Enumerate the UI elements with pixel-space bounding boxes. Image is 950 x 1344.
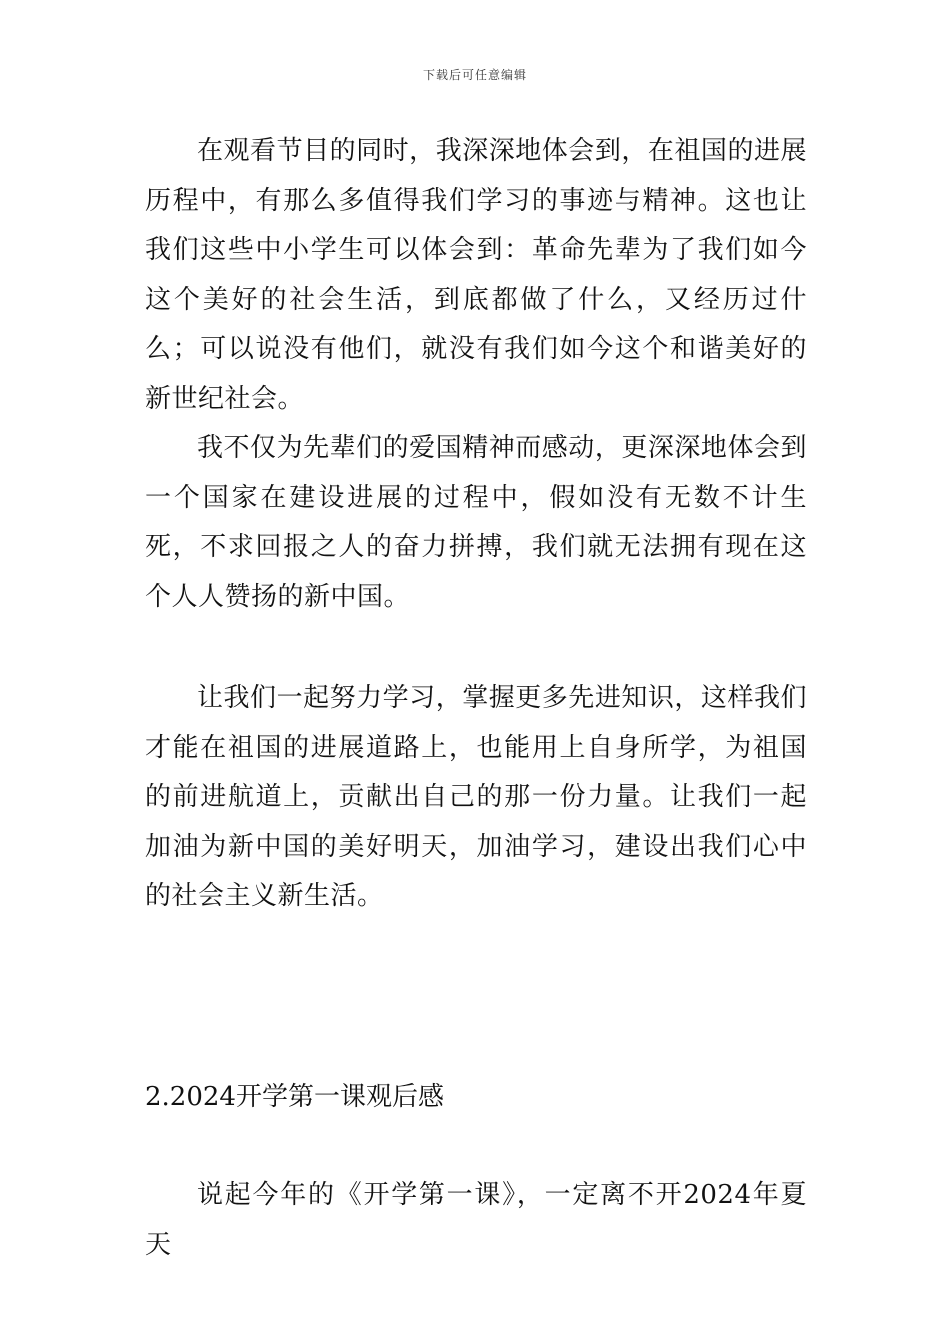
paragraph: 说起今年的《开学第一课》，一定离不开2024年夏天 [145,1180,807,1260]
paragraph-3-block [145,674,807,922]
paragraph: 让我们一起努力学习，掌握更多先进知识，这样我们才能在祖国的进展道路上，也能用上自身所学，为祖国的前进航道上，贡献出自己的那一份力量。让我们一起加油为新中国的美好明天，加油学习，建设出我们心中的社会主义新生活。 [145,683,807,911]
paragraph: 我不仅为先辈们的爱国精神而感动，更深深地体会到一个国家在建设进展的过程中，假如没有无数不计生死，不求回报之人的奋力拼搏，我们就无法拥有现在这个人人赞扬的新中国。 [145,433,807,612]
section-heading: 2.2024开学第一课观后感 [145,1082,444,1112]
paragraph: 在观看节目的同时，我深深地体会到，在祖国的进展历程中，有那么多值得我们学习的事迹与精神。这也让我们这些中小学生可以体会到：革命先辈为了我们如今这个美好的社会生活，到底都做了什么，又经历过什么；可以说没有他们，就没有我们如今这个和谐美好的新世纪社会。 [145,136,807,414]
paragraph-1-block [145,127,807,424]
download-note: 下载后可任意编辑 [422,68,527,82]
paragraph-2-block [145,424,807,622]
section-paragraph-block [145,1171,807,1270]
